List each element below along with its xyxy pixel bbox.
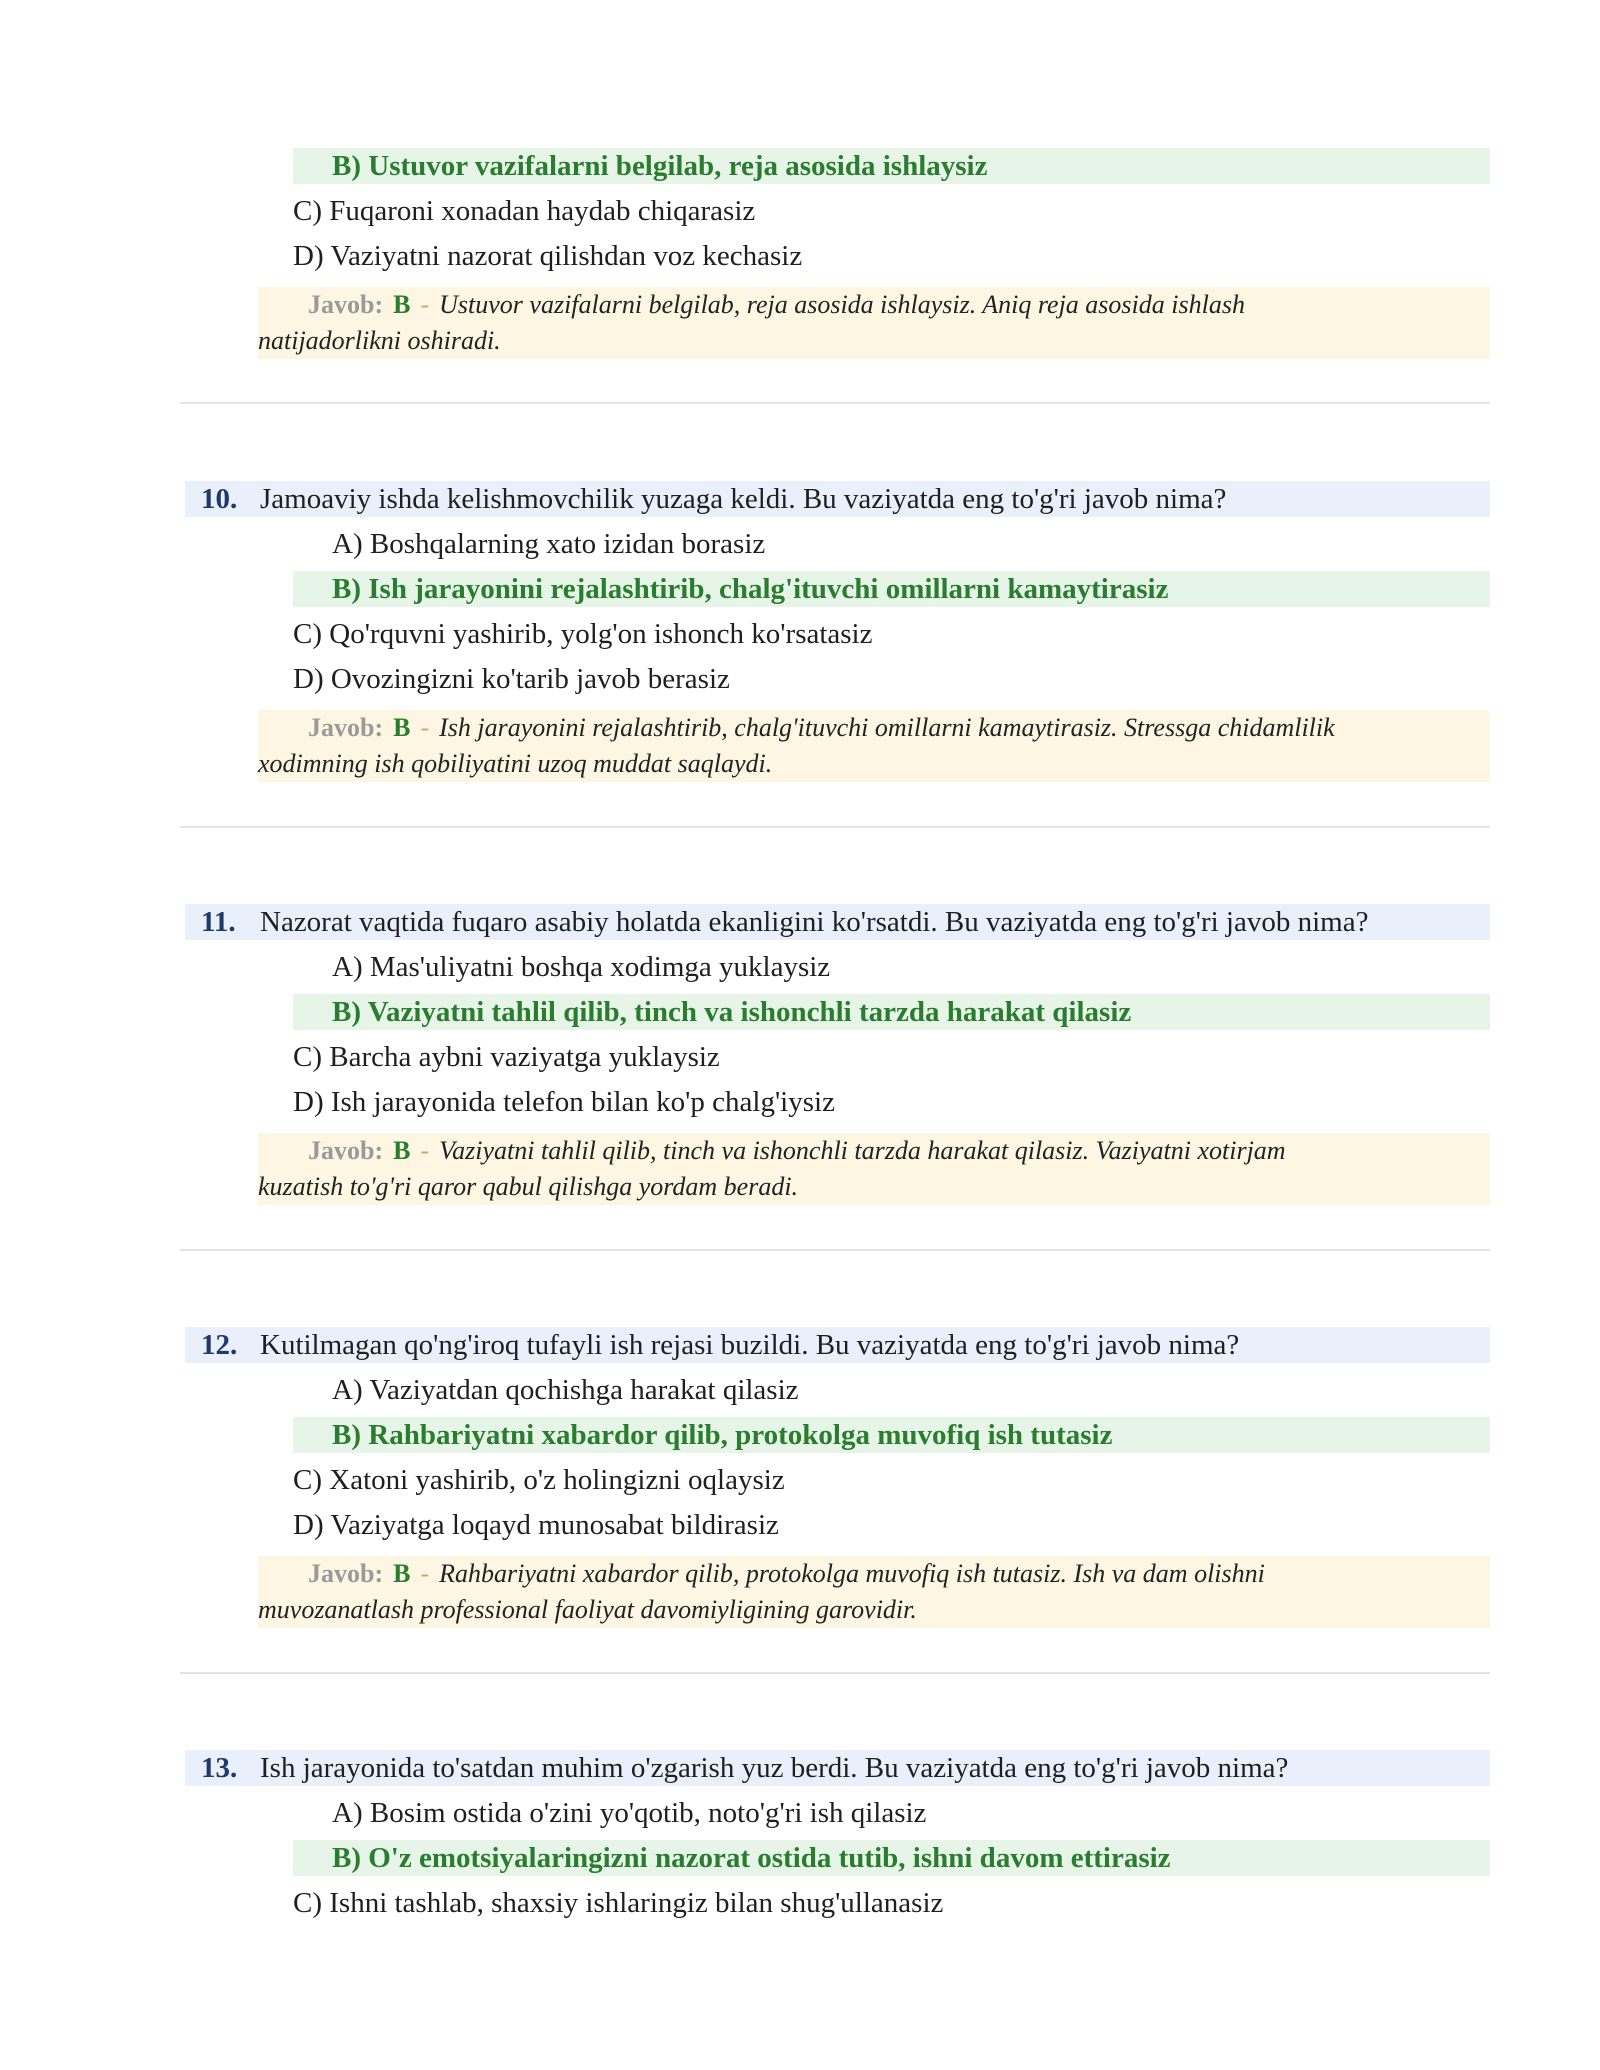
answer-dash: - bbox=[420, 1136, 430, 1165]
option-d: D) Ovozingizni ko'tarib javob berasiz bbox=[293, 663, 730, 695]
answer-letter: B bbox=[393, 290, 411, 319]
option-d: D) Ish jarayonida telefon bilan ko'p chalg'iysiz bbox=[293, 1086, 835, 1118]
answer-line-2: xodimning ish qobiliyatini uzoq muddat saqlaydi. bbox=[258, 749, 773, 778]
option-c: C) Fuqaroni xonadan haydab chiqarasiz bbox=[293, 195, 756, 227]
question-number: 12. bbox=[201, 1329, 238, 1361]
answer-explanation: Vaziyatni tahlil qilib, tinch va ishonchli tarzda harakat qilasiz. Vaziyatni xotirjam bbox=[439, 1136, 1286, 1165]
answer-line-2: natijadorlikni oshiradi. bbox=[258, 326, 501, 355]
answer-letter: B bbox=[393, 713, 411, 742]
answer-letter: B bbox=[393, 1559, 411, 1588]
divider bbox=[180, 402, 1490, 404]
answer-line-1 bbox=[308, 1556, 1265, 1592]
answer-line-1 bbox=[308, 1133, 1286, 1169]
option-c: C) Ishni tashlab, shaxsiy ishlaringiz bilan shug'ullanasiz bbox=[293, 1887, 944, 1919]
question-header bbox=[185, 1750, 1490, 1786]
option-correct bbox=[293, 1417, 1490, 1453]
answer-box bbox=[258, 1556, 1490, 1628]
option-b-text: B) Rahbariyatni xabardor qilib, protokolga muvofiq ish tutasiz bbox=[332, 1419, 1113, 1451]
question-text: Nazorat vaqtida fuqaro asabiy holatda ekanligini ko'rsatdi. Bu vaziyatda eng to'g'ri javob nima? bbox=[260, 906, 1369, 938]
answer-line-2: muvozanatlash professional faoliyat davomiyligining garovidir. bbox=[258, 1595, 917, 1624]
answer-explanation: Ish jarayonini rejalashtirib, chalg'ituvchi omillarni kamaytirasiz. Stressga chidamlilik bbox=[439, 713, 1335, 742]
answer-explanation: Rahbariyatni xabardor qilib, protokolga muvofiq ish tutasiz. Ish va dam olishni bbox=[439, 1559, 1265, 1588]
option-a: A) Vaziyatdan qochishga harakat qilasiz bbox=[332, 1374, 799, 1406]
answer-line-1 bbox=[308, 287, 1245, 323]
answer-line-2: kuzatish to'g'ri qaror qabul qilishga yordam beradi. bbox=[258, 1172, 799, 1201]
answer-line-1 bbox=[308, 710, 1335, 746]
question-text: Kutilmagan qo'ng'iroq tufayli ish rejasi buzildi. Bu vaziyatda eng to'g'ri javob nima? bbox=[260, 1329, 1240, 1361]
option-b-text: B) O'z emotsiyalaringizni nazorat ostida tutib, ishni davom ettirasiz bbox=[332, 1842, 1171, 1874]
answer-letter: B bbox=[393, 1136, 411, 1165]
question-text: Ish jarayonida to'satdan muhim o'zgarish yuz berdi. Bu vaziyatda eng to'g'ri javob nima? bbox=[260, 1752, 1289, 1784]
option-a: A) Boshqalarning xato izidan borasiz bbox=[332, 528, 766, 560]
option-a: A) Mas'uliyatni boshqa xodimga yuklaysiz bbox=[332, 951, 831, 983]
option-correct bbox=[293, 994, 1490, 1030]
option-c: C) Barcha aybni vaziyatga yuklaysiz bbox=[293, 1041, 720, 1073]
option-correct bbox=[293, 148, 1490, 184]
answer-box bbox=[258, 1133, 1490, 1205]
option-d: D) Vaziyatni nazorat qilishdan voz kechasiz bbox=[293, 240, 803, 272]
answer-explanation: Ustuvor vazifalarni belgilab, reja asosida ishlaysiz. Aniq reja asosida ishlash bbox=[439, 290, 1245, 319]
question-header bbox=[185, 481, 1490, 517]
option-c: C) Qo'rquvni yashirib, yolg'on ishonch ko'rsatasiz bbox=[293, 618, 873, 650]
divider bbox=[180, 1672, 1490, 1674]
answer-dash: - bbox=[420, 713, 430, 742]
question-text: Jamoaviy ishda kelishmovchilik yuzaga keldi. Bu vaziyatda eng to'g'ri javob nima? bbox=[260, 483, 1227, 515]
answer-label: Javob: bbox=[308, 713, 384, 742]
question-number: 13. bbox=[201, 1752, 238, 1784]
question-header bbox=[185, 1327, 1490, 1363]
question-number: 10. bbox=[201, 483, 238, 515]
answer-box bbox=[258, 710, 1490, 782]
divider bbox=[180, 1249, 1490, 1251]
answer-label: Javob: bbox=[308, 290, 384, 319]
question-header bbox=[185, 904, 1490, 940]
answer-dash: - bbox=[420, 290, 430, 319]
answer-box bbox=[258, 287, 1490, 359]
question-number: 11. bbox=[201, 906, 236, 938]
answer-dash: - bbox=[420, 1559, 430, 1588]
option-a: A) Bosim ostida o'zini yo'qotib, noto'g'ri ish qilasiz bbox=[332, 1797, 927, 1829]
option-b-text: B) Ish jarayonini rejalashtirib, chalg'ituvchi omillarni kamaytirasiz bbox=[332, 573, 1169, 605]
option-b-text: B) Ustuvor vazifalarni belgilab, reja asosida ishlaysiz bbox=[332, 150, 988, 182]
option-b-text: B) Vaziyatni tahlil qilib, tinch va ishonchli tarzda harakat qilasiz bbox=[332, 996, 1132, 1028]
answer-label: Javob: bbox=[308, 1559, 384, 1588]
option-c: C) Xatoni yashirib, o'z holingizni oqlaysiz bbox=[293, 1464, 785, 1496]
option-correct bbox=[293, 571, 1490, 607]
option-d: D) Vaziyatga loqayd munosabat bildirasiz bbox=[293, 1509, 779, 1541]
answer-label: Javob: bbox=[308, 1136, 384, 1165]
option-correct bbox=[293, 1840, 1490, 1876]
divider bbox=[180, 826, 1490, 828]
